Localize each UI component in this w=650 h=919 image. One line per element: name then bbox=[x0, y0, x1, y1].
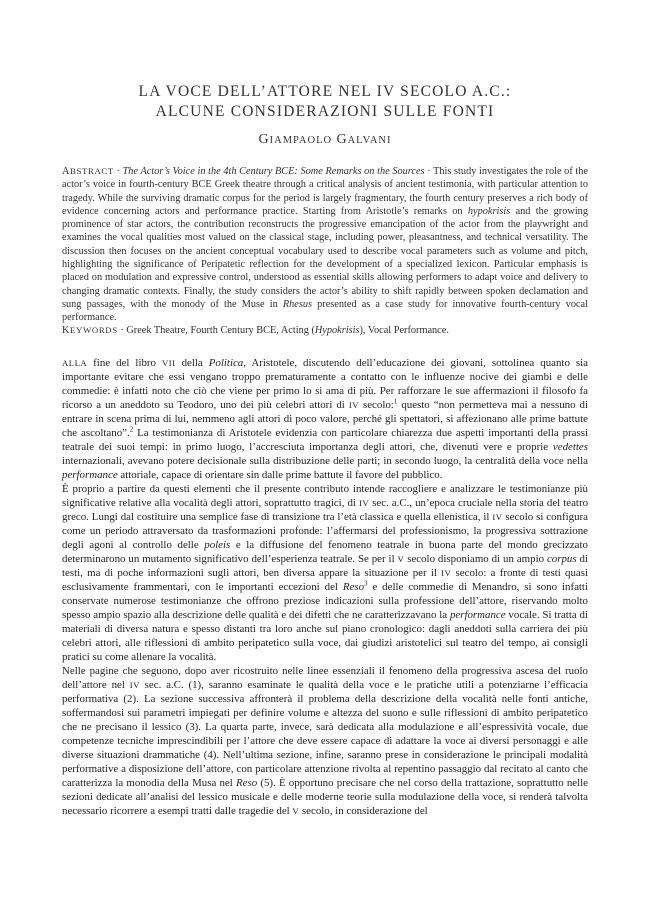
author-name: GIAMPAOLO GALVANI bbox=[258, 132, 392, 147]
abstract: ABSTRACT · The Actor’s Voice in the 4th Century BCE: Some Remarks on the Sources · This study investigates the role of the actor’s voice in fourth-century BCE Greek theatre through a critical analysis of ancient testimonia, with particular attention to tragedy. While the surviving dramatic corpus for the period is largely fragmentary, the fourth century preserves a rich body of evidence concerning actors and performance practice. Starting from Aristotle’s remarks on hypokrisis and the growing prominence of star actors, the contribution reconstructs the progressive emancipation of the actor from the playwright and examines the vocal qualities most valued on the classical stage, including power, pleasantness, and technical versatility. The discussion then focuses on the ancient conceptual vocabulary used to describe vocal parameters such as volume and pitch, highlighting the significance of Peripatetic reflection for the development of a specialized lexicon. Particular emphasis is placed on modulation and expressive control, understood as essential skills allowing performers to adapt voice and delivery to changing dramatic contexts. Finally, the study considers the actor’s ability to shift rapidly between spoken declamation and sung passages, with the monody of the Muse in Rhesus presented as a case study for innovative fourth-century vocal performance. bbox=[62, 166, 588, 324]
article-title-line-1: LA VOCE DELL’ATTORE NEL IV SECOLO A.C.: bbox=[138, 83, 512, 100]
body-paragraph-1: ALLA fine del libro VII della Politica, Aristotele, discutendo dell’educazione dei giovani, sottolinea quanto sia importante evitare che essi vengano troppo prematuramente a contatto con le influenze nocive dei giambi e delle commedie: è infatti noto che ciò che viene per primo lo si ama di più. Per rafforzare le sue affermazioni il filosofo fa ricorso a un aneddoto su Teodoro, uno dei più celebri attori di IV secolo:$^1$ questo “non permetteva mai a nessuno di entrare in scena prima di lui, nemmeno agli attori di poco valore, perché gli spettatori, si affezionano alle prime battute che ascoltano”.$^2$ La testimonianza di Aristotele evidenzia con particolare chiarezza due aspetti importanti della prassi teatrale dei suoi tempi: in primo luogo, l’accresciuta importanza degli attori, che, divenuti vere e proprie vedettes internazionali, avevano potere decisionale sulla distribuzione delle parti; in secondo luogo, la centralità della voce nella performance attoriale, capace di orientare sin dalle prime battute il favore del pubblico. bbox=[62, 357, 588, 481]
footnote-marker: 1 bbox=[393, 397, 398, 406]
footnote-marker: 2 bbox=[129, 425, 134, 434]
footnote-marker: 3 bbox=[364, 579, 368, 588]
article-title-line-2: ALCUNE CONSIDERAZIONI SULLE FONTI bbox=[155, 103, 495, 120]
body-paragraph-3: Nelle pagine che seguono, dopo aver ricostruito nelle linee essenziali il fenomeno della progressiva ascesa del ruolo dell’attore nel IV sec. a.C. (1), saranno esaminate le qualità della voce e le pratiche utili a potenziarne l’efficacia performativa (2). La sezione successiva affronterà il problema della descrizione della vocalità nelle fonti antiche, soffermandosi sui parametri impiegati per definire volume e altezza del suono e sulle riflessioni di ambito peripatetico che ne precisano il lessico (3). La quarta parte, invece, sarà dedicata alla modulazione e all’espressività vocale, due competenze tecniche imprescindibili per l’attore che deve essere capace di adattare la voce ai diversi personaggi e alle diverse situazioni drammatiche (4). Nell’ultima sezione, infine, saranno prese in considerazione le principali modalità performative a disposizione dell’attore, con particolare attenzione rivolta al repentino passaggio dal recitato al canto che caratterizza la monodia della Musa nel Reso (5). È opportuno precisare che nel corso della trattazione, soprattutto nelle sezioni dedicate all’analisi del lessico musicale e delle moderne teorie sulla modulazione della voce, si renderà talvolta necessario ricorrere a esempi tratti dalle tragedie del V secolo, in considerazione del bbox=[62, 665, 588, 817]
article-body bbox=[62, 356, 588, 818]
abstract-label: ABSTRACT bbox=[62, 166, 114, 177]
body-paragraph-2: È proprio a partire da questi elementi che il presente contributo intende raccogliere e analizzare le testimonianze più significative relative alla vocalità degli attori, soprattutto tragici, di IV sec. a.C., un’epoca cruciale nella storia del teatro greco. Lungi dal costituire una semplice fase di transizione tra l’età classica e quella ellenistica, il IV secolo si configura come un periodo attraversato da trasformazioni profonde: l’affermarsi del professionismo, la progressiva sottrazione degli agoni al controllo delle poleis e la diffusione del fenomeno teatrale in buona parte del mondo grecizzato determinarono un mutamento significativo dell’esperienza teatrale. Se per il V secolo disponiamo di un ampio corpus di testi, ma di poche informazioni sugli attori, ben diversa appare la situazione per il IV secolo: a fronte di testi quasi esclusivamente frammentari, con le importanti eccezioni del Reso$^3$ e delle commedie di Menandro, si sono infatti conservate numerose testimonianze che offrono preziose indicazioni sulla professione dell’attore, riservando molto spesso ampio spazio alla descrizione delle qualità e dei difetti che ne caratterizzavano la performance vocale. Si tratta di materiali di diversa natura e spesso distanti tra loro anche sul piano cronologico: dagli aneddoti sulla carriera dei più celebri attori, alle riflessioni di ambito peripatetico sulla voce, dai giudizi aristotelici sul teatro del tempo, ai consigli pratici su come allenare la vocalità. bbox=[62, 483, 589, 663]
keywords: KEYWORDS · Greek Theatre, Fourth Century BCE, Acting (Hypokrisis), Vocal Performance. bbox=[62, 325, 449, 336]
abstract-english-title: The Actor’s Voice in the 4th Century BCE: Some Remarks on the Sources bbox=[122, 166, 425, 177]
keywords-label: KEYWORDS bbox=[62, 325, 118, 336]
